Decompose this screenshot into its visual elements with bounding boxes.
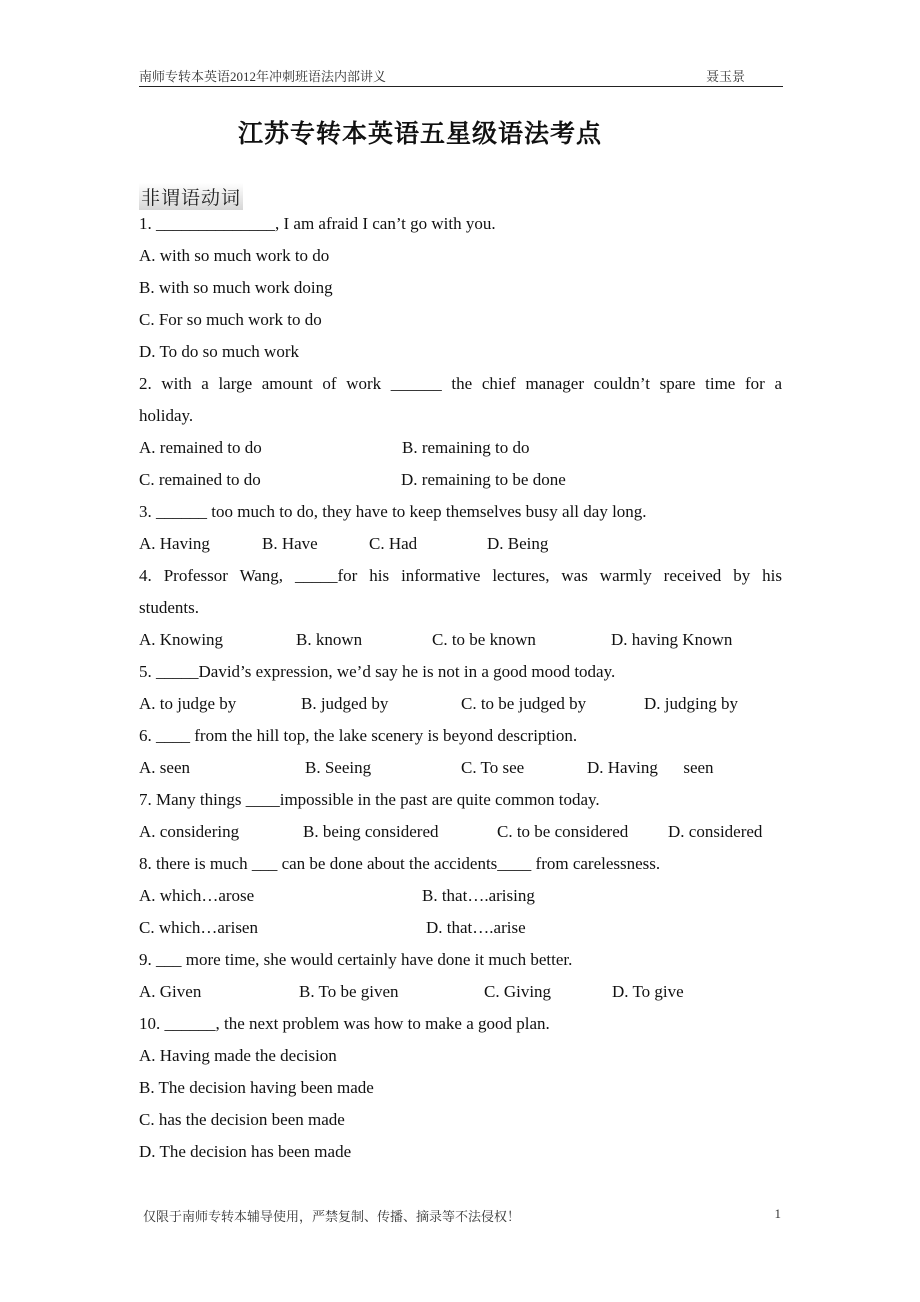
option: C. which…arisen <box>139 918 258 937</box>
option: D. that….arise <box>426 918 526 937</box>
option: A. with so much work to do <box>139 246 330 265</box>
header-author: 聂玉景 <box>705 69 745 84</box>
option: B. judged by <box>301 694 389 713</box>
page-header <box>139 64 783 87</box>
option: A. considering <box>139 822 240 841</box>
page-number: 1 <box>774 1206 781 1221</box>
question-list <box>139 208 782 1168</box>
option: D. The decision has been made <box>139 1142 352 1161</box>
option: D. having Known <box>611 630 733 649</box>
document-title: 江苏专转本英语五星级语法考点 <box>237 119 602 148</box>
option: C. to be judged by <box>461 694 587 713</box>
option: D. Having seen <box>587 758 714 777</box>
option: B. The decision having been made <box>139 1078 374 1097</box>
option: C. to be known <box>432 630 536 649</box>
question-stem: 4. Professor Wang, _____for his informative lectures, was warmly received by his <box>139 566 782 585</box>
question-stem: 7. Many things ____impossible in the past are quite common today. <box>139 790 600 809</box>
option: C. has the decision been made <box>139 1110 345 1129</box>
option: A. Having made the decision <box>139 1046 337 1065</box>
option: A. Given <box>139 982 202 1001</box>
question-stem: 2. with a large amount of work ______ the chief manager couldn’t spare time for a <box>139 374 782 393</box>
option: C. remained to do <box>139 470 261 489</box>
option: D. To do so much work <box>139 342 299 361</box>
option: A. Knowing <box>139 630 224 649</box>
option: B. Seeing <box>305 758 372 777</box>
option-row <box>139 880 782 912</box>
option: D. To give <box>612 982 684 1001</box>
option: D. considered <box>668 822 763 841</box>
option: B. that….arising <box>422 886 535 905</box>
option-row <box>139 752 782 784</box>
question-stem: 3. ______ too much to do, they have to keep themselves busy all day long. <box>139 502 647 521</box>
option: A. which…arose <box>139 886 255 905</box>
option: A. to judge by <box>139 694 237 713</box>
section-heading: 非谓语动词 <box>139 183 243 210</box>
footer-copyright-notice: 仅限于南师专转本辅导使用，严禁复制、传播、摘录等不法侵权！ <box>143 1209 521 1224</box>
option-row <box>139 432 782 464</box>
option: A. remained to do <box>139 438 262 457</box>
option: B. with so much work doing <box>139 278 333 297</box>
question-stem: 8. there is much ___ can be done about the accidents____ from carelessness. <box>139 854 661 873</box>
question-stem: 10. ______, the next problem was how to make a good plan. <box>139 1014 550 1033</box>
option-row <box>139 976 782 1008</box>
option: B. being considered <box>303 822 439 841</box>
question-stem: 6. ____ from the hill top, the lake scenery is beyond description. <box>139 726 578 745</box>
option: B. remaining to do <box>402 438 530 457</box>
option: D. Being <box>487 534 549 553</box>
option-row <box>139 528 782 560</box>
option-row <box>139 624 782 656</box>
page-footer <box>143 1206 783 1225</box>
question-stem: 5. _____David’s expression, we’d say he is not in a good mood today. <box>139 662 616 681</box>
option: B. known <box>296 630 363 649</box>
option-row <box>139 464 782 496</box>
question-stem: 9. ___ more time, she would certainly have done it much better. <box>139 950 573 969</box>
option: A. Having <box>139 534 210 553</box>
question-stem: 1. ______________, I am afraid I can’t go with you. <box>139 214 496 233</box>
option: C. to be considered <box>497 822 629 841</box>
option: C. Had <box>369 534 418 553</box>
option: D. judging by <box>644 694 738 713</box>
option-row <box>139 912 782 944</box>
option: C. To see <box>461 758 525 777</box>
question-stem-continued: holiday. <box>139 406 194 425</box>
question-stem-continued: students. <box>139 598 199 617</box>
option: A. seen <box>139 758 190 777</box>
header-course-title: 南师专转本英语2012年冲刺班语法内部讲义 <box>139 69 387 84</box>
option: D. remaining to be done <box>401 470 566 489</box>
option-row <box>139 688 782 720</box>
option: C. For so much work to do <box>139 310 322 329</box>
option-row <box>139 816 782 848</box>
option: B. Have <box>262 534 318 553</box>
option: C. Giving <box>484 982 552 1001</box>
option: B. To be given <box>299 982 399 1001</box>
